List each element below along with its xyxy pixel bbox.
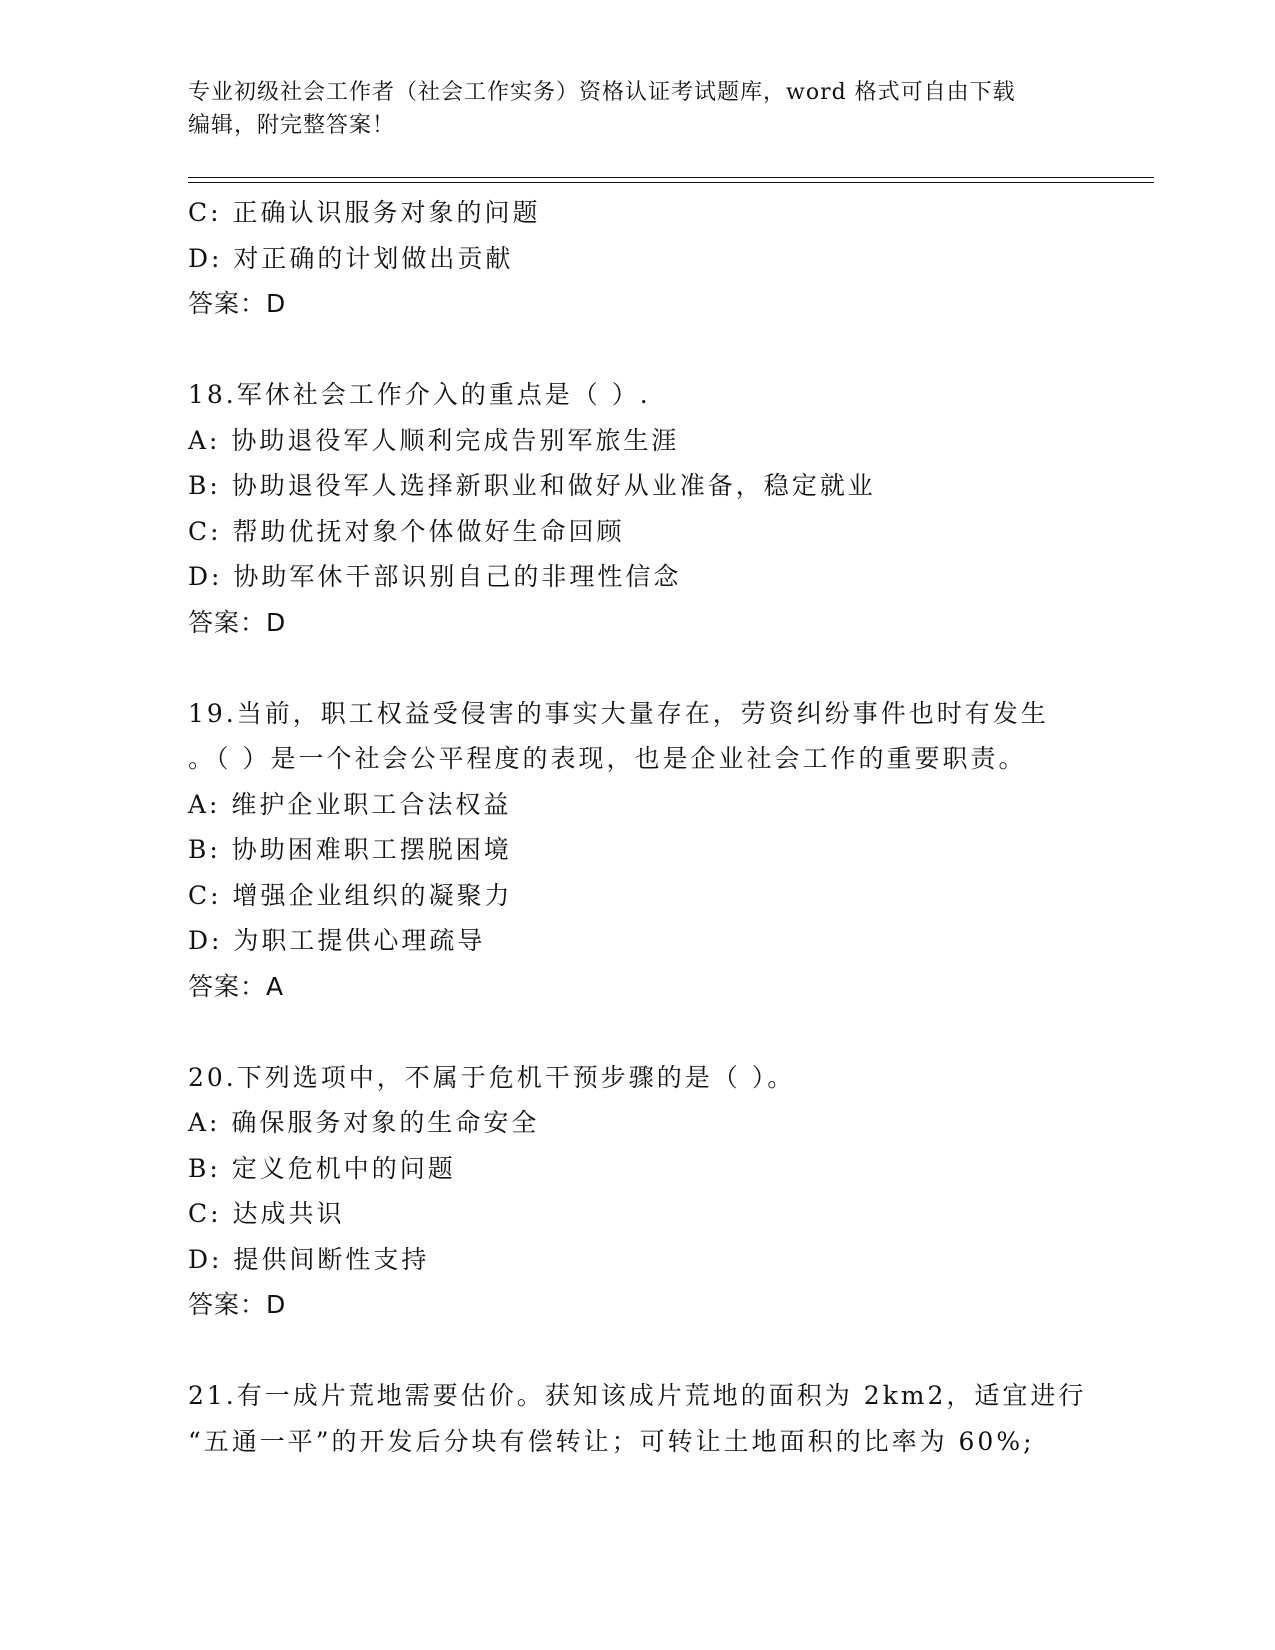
question-stem: 19.当前，职工权益受侵害的事实大量存在，劳资纠纷事件也时有发生 xyxy=(188,698,1049,728)
answer-line: 答案：D xyxy=(188,289,287,318)
answer-line: 答案：A xyxy=(188,971,285,1001)
header-divider-bottom xyxy=(188,182,1154,183)
question-stem-continued: “五通一平”的开发后分块有偿转让；可转让土地面积的比率为 60%; xyxy=(188,1426,1035,1456)
spacer xyxy=(188,645,1158,691)
answer-line: 答案：D xyxy=(188,607,287,637)
question-stem: 21.有一成片荒地需要估价。获知该成片荒地的面积为 2km2，适宜进行 xyxy=(188,1381,1087,1410)
header-title-line-1: 专业初级社会工作者（社会工作实务）资格认证考试题库，word 格式可自由下载 xyxy=(188,80,1016,105)
option-d: D: 提供间断性支持 xyxy=(188,1244,430,1274)
option-b: B: 定义危机中的问题 xyxy=(188,1153,456,1183)
option-a: A: 维护企业职工合法权益 xyxy=(188,789,512,819)
question-stem-continued: 。（ ）是一个社会公平程度的表现，也是企业社会工作的重要职责。 xyxy=(188,744,1027,773)
option-b: B: 协助困难职工摆脱困境 xyxy=(188,835,512,864)
question-list xyxy=(188,190,1158,1464)
header-divider-top xyxy=(188,177,1154,178)
option-d: D: 协助军休干部识别自己的非理性信念 xyxy=(188,562,682,591)
page-header xyxy=(188,76,1088,142)
question-21 xyxy=(188,1373,1158,1464)
option-d: D: 为职工提供心理疏导 xyxy=(188,926,486,955)
option-d: D: 对正确的计划做出贡献 xyxy=(188,243,514,273)
question-19 xyxy=(188,691,1158,1010)
option-b: B: 协助退役军人选择新职业和做好从业准备，稳定就业 xyxy=(188,471,876,500)
question-stem: 20.下列选项中，不属于危机干预步骤的是（ ）。 xyxy=(188,1062,796,1092)
option-c: C: 增强企业组织的凝聚力 xyxy=(188,880,513,910)
header-title-line-2: 编辑，附完整答案！ xyxy=(188,113,396,138)
option-c: C: 正确认识服务对象的问题 xyxy=(188,198,541,227)
option-a: A: 协助退役军人顺利完成告别军旅生涯 xyxy=(188,425,680,455)
question-17-tail xyxy=(188,190,1158,327)
spacer xyxy=(188,1328,1158,1374)
option-c: C: 帮助优抚对象个体做好生命回顾 xyxy=(188,516,625,546)
question-20 xyxy=(188,1055,1158,1328)
spacer xyxy=(188,1009,1158,1055)
question-18 xyxy=(188,372,1158,645)
spacer xyxy=(188,327,1158,373)
answer-line: 答案：D xyxy=(188,1290,287,1319)
option-a: A: 确保服务对象的生命安全 xyxy=(188,1108,540,1137)
option-c: C: 达成共识 xyxy=(188,1199,345,1228)
question-stem: 18.军休社会工作介入的重点是（ ）. xyxy=(188,380,651,409)
